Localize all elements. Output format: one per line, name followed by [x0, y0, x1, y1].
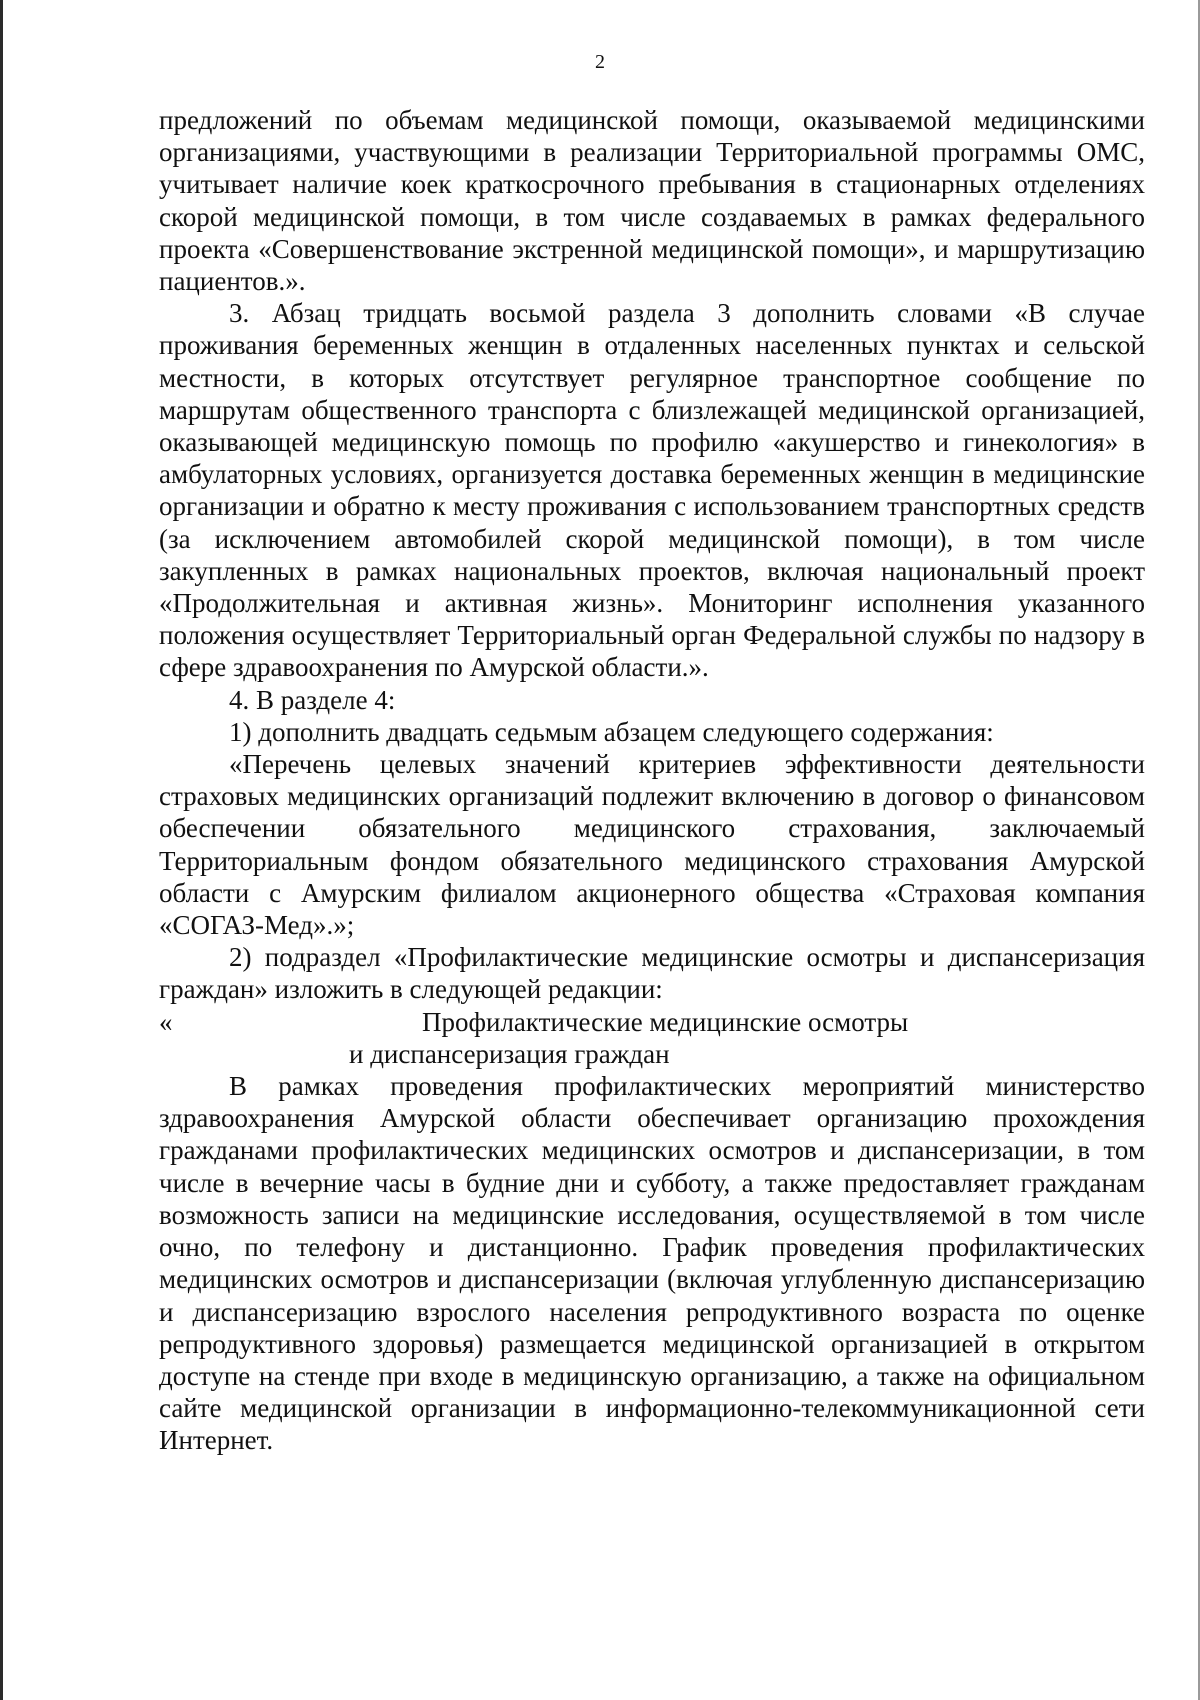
paragraph-continuation: предложений по объемам медицинской помощи, оказываемой медицинскими организациями, участвующими в реализации Территориальной программы ОМС, учитывает наличие коек краткосрочного пребывания в стационарных отделениях скорой медицинской помощи, в том числе создаваемых в рамках федерального проекта «Совершенствование экстренной медицинской помощи», и маршрутизацию пациентов.». [159, 105, 1145, 297]
subsection-heading-line2: и диспансеризация граждан [349, 1038, 670, 1069]
paragraph-subitem-1: 1) дополнить двадцать седьмым абзацем следующего содержания: [229, 716, 994, 747]
paragraph-subitem-2: 2) подраздел «Профилактические медицинские осмотры и диспансеризация граждан» изложить в следующей редакции: [159, 942, 1145, 1005]
paragraph-item-3: 3. Абзац тридцать восьмой раздела 3 дополнить словами «В случае проживания беременных женщин в отдаленных населенных пунктах и сельской местности, в которых отсутствует регулярное транспортное сообщение по маршрутам общественного транспорта с близлежащей медицинской организацией, оказывающей медицинскую помощь по профилю «акушерство и гинекология» в амбулаторных условиях, организуется доставка беременных женщин в медицинские организации и обратно к месту проживания с использованием транспортных средств (за исключением автомобилей скорой медицинской помощи), в том числе закупленных в рамках национальных проектов, включая национальный проект «Продолжительная и активная жизнь». Мониторинг исполнения указанного положения осуществляет Территориальный орган Федеральной службы по надзору в сфере здравоохранения по Амурской области.». [159, 298, 1145, 683]
opening-quote-mark: « [159, 1006, 173, 1037]
subsection-heading-line1: Профилактические медицинские осмотры [422, 1006, 909, 1037]
subsection-heading [159, 1006, 1145, 1038]
paragraph-quote-criteria: «Перечень целевых значений критериев эффективности деятельности страховых медицинских организаций подлежит включению в договор о финансовом обеспечении обязательного медицинского страхования, заключаемый Территориальным фондом обязательного медицинского страхования Амурской области с Амурским филиалом акционерного общества «Страховая компания «СОГАЗ-Мед».»; [159, 749, 1145, 941]
paragraph-preventive-measures: В рамках проведения профилактических мероприятий министерство здравоохранения Амурской области обеспечивает организацию прохождения гражданами профилактических медицинских осмотров и диспансеризации, в том числе в вечерние часы в будние дни и субботу, а также предоставляет гражданам возможность записи на медицинские исследования, осуществляемой в том числе очно, по телефону и дистанционно. График проведения профилактических медицинских осмотров и диспансеризации (включая углубленную диспансеризацию и диспансеризацию взрослого населения репродуктивного возраста по оценке репродуктивного здоровья) размещается медицинской организацией в открытом доступе на стенде при входе в медицинскую организацию, а также на официальном сайте медицинской организации в информационно-телекоммуникационной сети Интернет. [159, 1071, 1145, 1456]
document-body [159, 104, 1145, 1457]
paragraph-item-4: 4. В разделе 4: [229, 684, 396, 715]
page-number: 2 [595, 51, 605, 73]
scan-edge-left [0, 0, 3, 1700]
